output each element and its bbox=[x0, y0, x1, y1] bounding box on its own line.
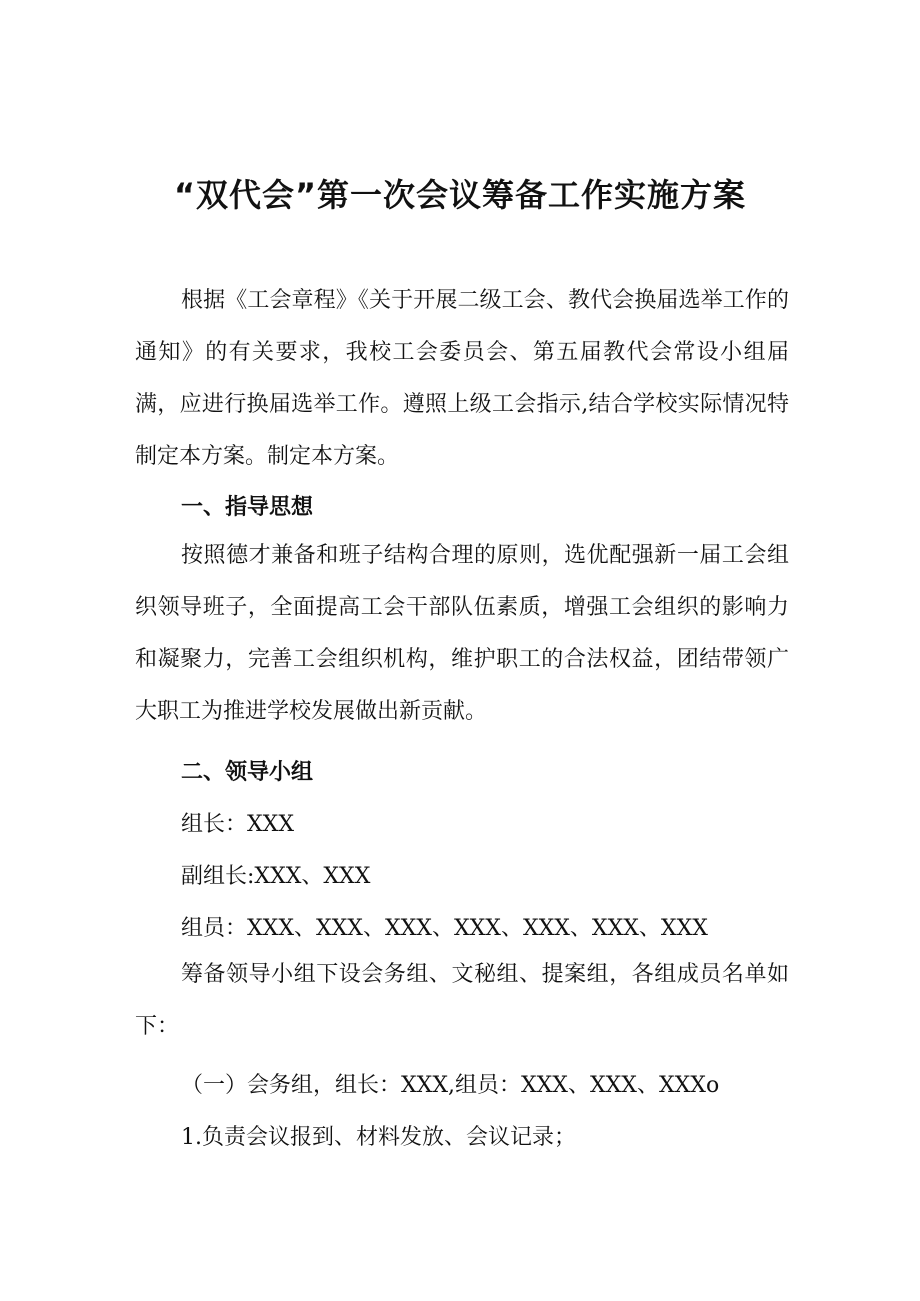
affairs-group-line: （一）会务组，组长：XXX,组员：XXX、XXX、XXXo bbox=[181, 1073, 720, 1098]
section-heading-leadership-group: 二、领导小组 bbox=[181, 760, 314, 785]
document-title: “双代会”第一次会议筹备工作实施方案 bbox=[173, 176, 747, 214]
groups-intro-paragraph: 筹备领导小组下设会务组、文秘组、提案组，各组成员名单如下： bbox=[135, 962, 789, 1039]
members-line: 组员：XXX、XXX、XXX、XXX、XXX、XXX、XXX bbox=[181, 916, 708, 941]
intro-paragraph: 根据《工会章程》《关于开展二级工会、教代会换届选举工作的通知》的有关要求，我校工会委员会、第五届教代会常设小组届满，应进行换届选举工作。遵照上级工会指示,结合学校实际情况特制定本方案。制定本方案。 bbox=[135, 288, 789, 469]
guiding-thought-paragraph: 按照德才兼备和班子结构合理的原则，选优配强新一届工会组织领导班子，全面提高工会干部队伍素质，增强工会组织的影响力和凝聚力，完善工会组织机构，维护职工的合法权益，团结带领广大职工为推进学校发展做出新贡献。 bbox=[135, 543, 789, 724]
deputy-leader-line: 副组长:XXX、XXX bbox=[181, 864, 371, 889]
group-leader-line: 组长：XXX bbox=[181, 812, 294, 837]
section-heading-guiding-thought: 一、指导思想 bbox=[181, 495, 314, 520]
task-item-1: 1.负责会议报到、材料发放、会议记录； bbox=[181, 1125, 576, 1150]
